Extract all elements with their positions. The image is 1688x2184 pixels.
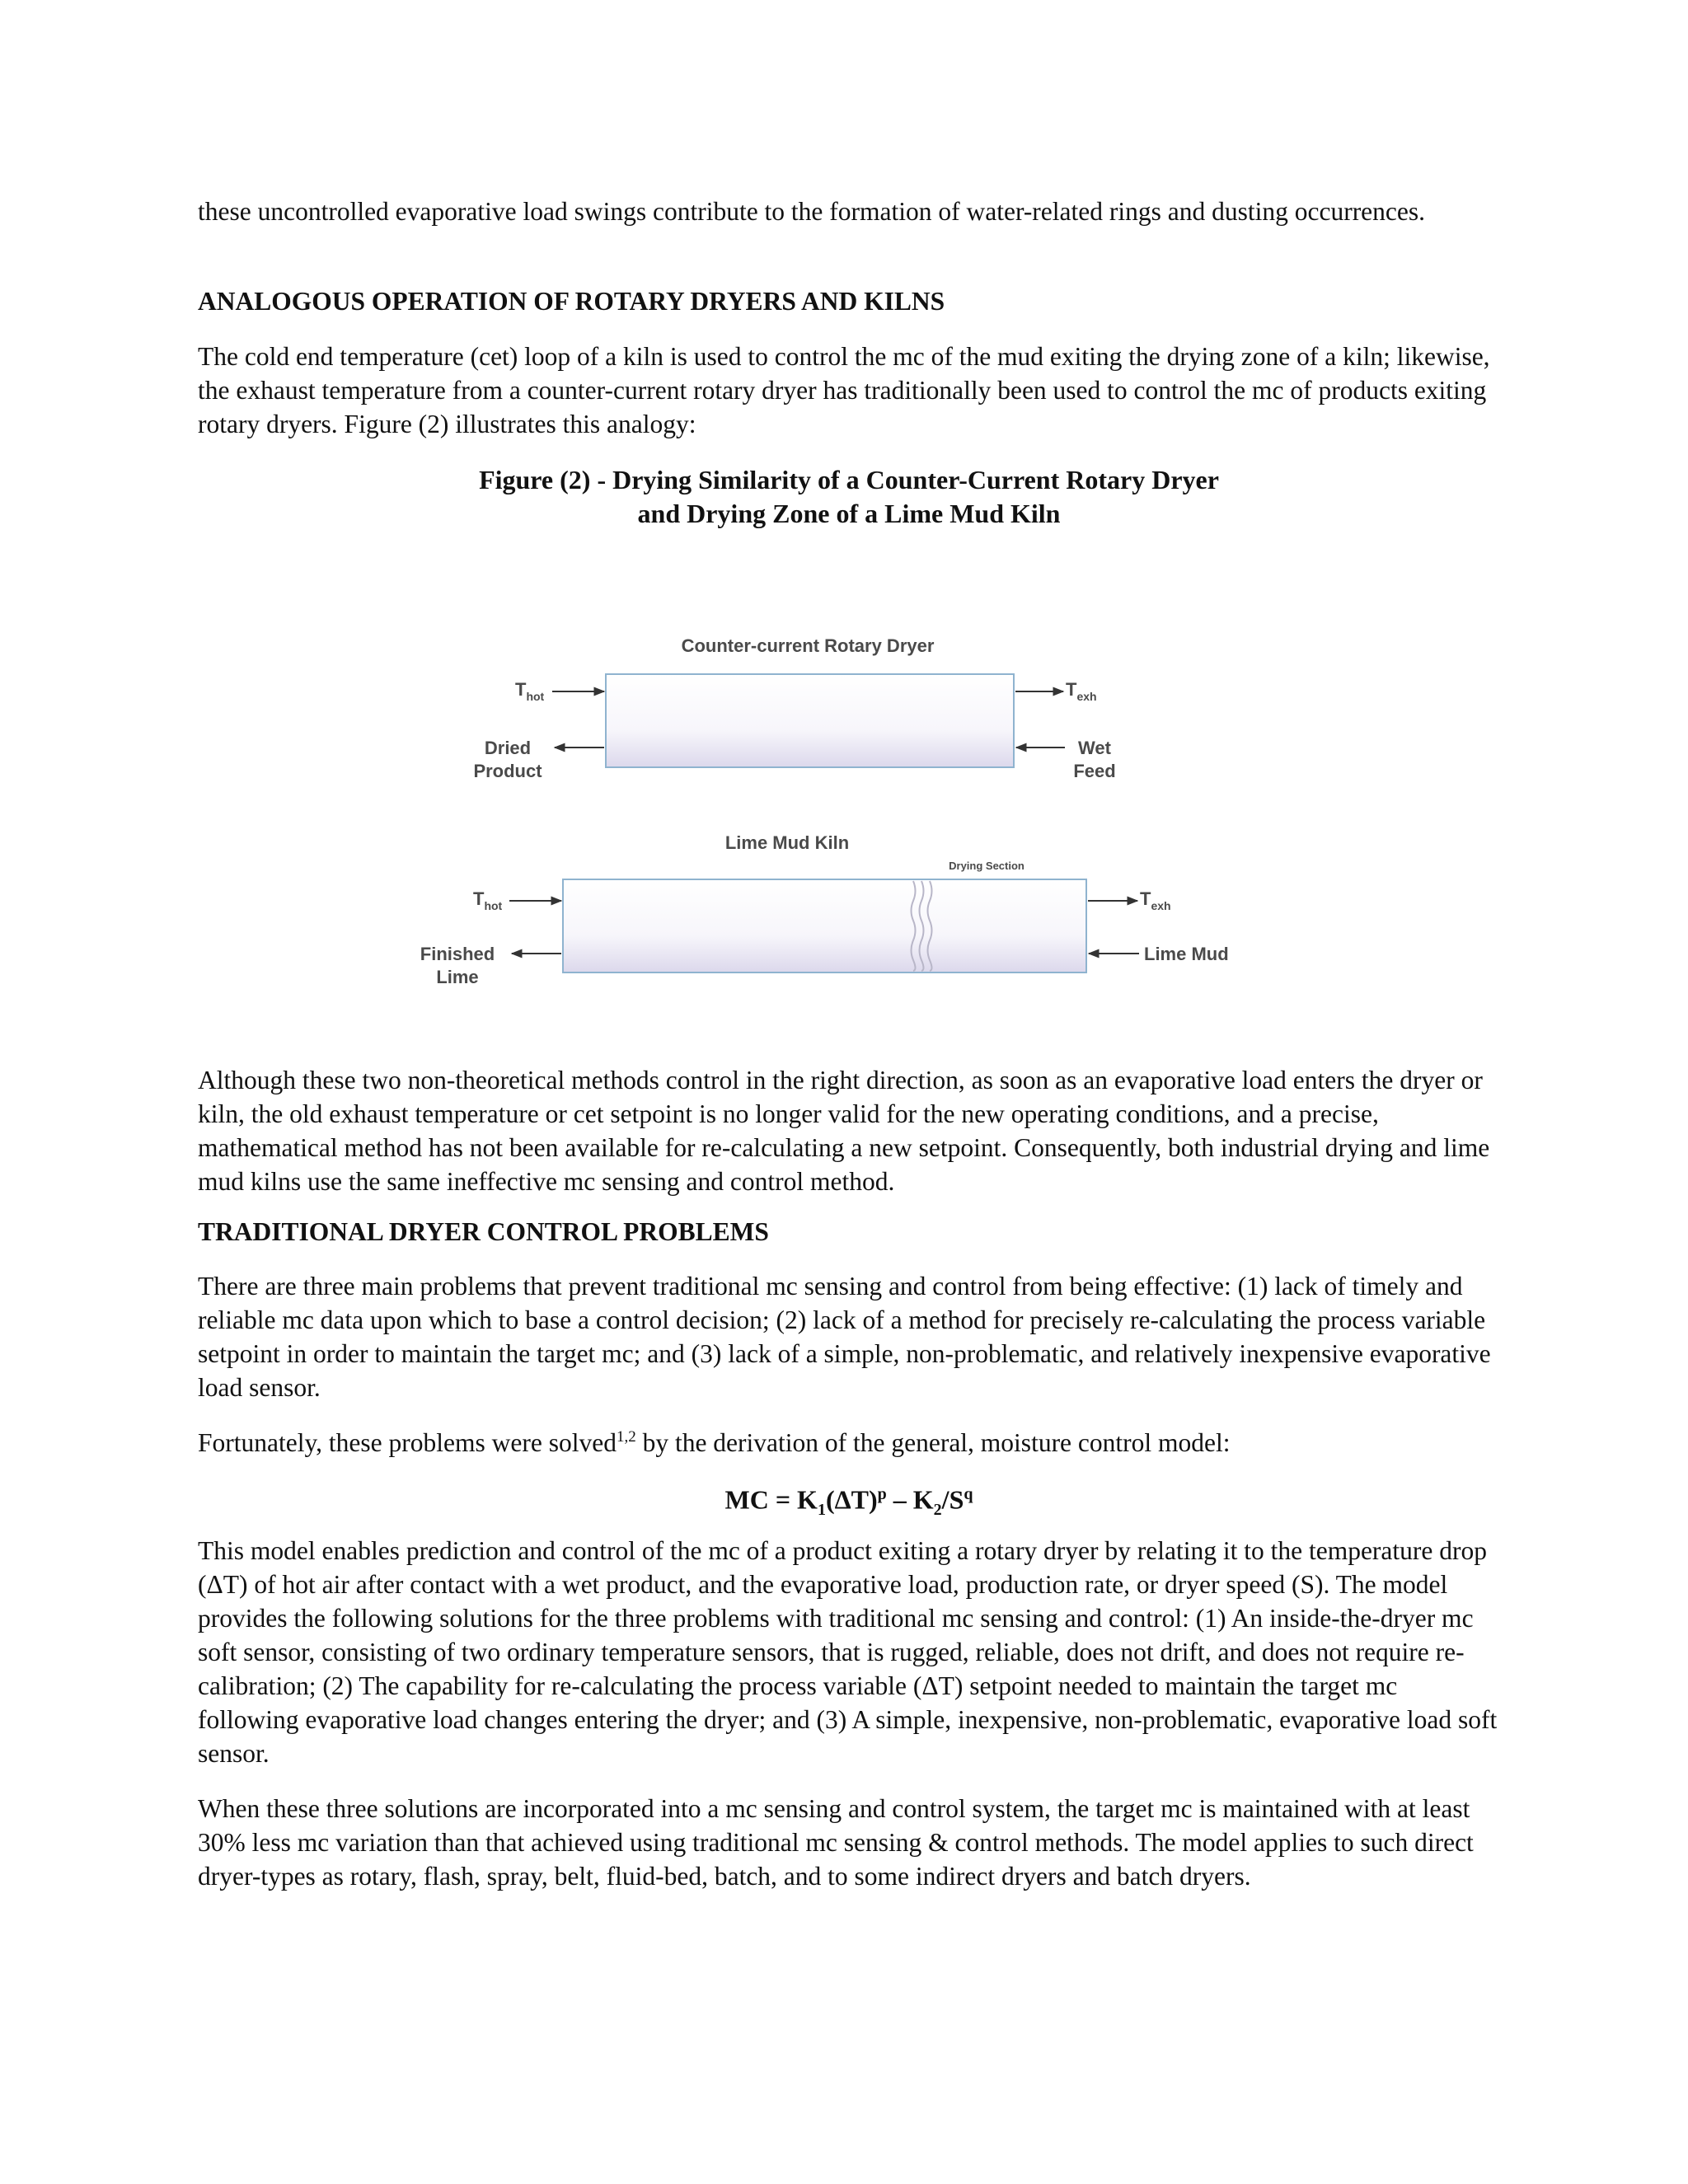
kiln-drum (563, 879, 1086, 972)
dryer-title: Counter-current Rotary Dryer (681, 635, 935, 656)
section-heading-analogous: ANALOGOUS OPERATION OF ROTARY DRYERS AND KILNS (198, 287, 945, 316)
solutions-paragraph: When these three solutions are incorporated into a mc sensing and control system, the target mc is maintained with at least 30% less mc variation than that achieved using traditional mc sensing & control methods. The model applies to such direct dryer-types as rotary, flash, spray, belt, fluid-bed, batch, and to some indirect dryers and batch dryers. (198, 1794, 1474, 1891)
figure-diagram (404, 622, 1302, 1018)
kiln-finished-lime-label-2: Lime (436, 967, 479, 987)
kiln-lime-mud-label: Lime Mud (1144, 944, 1229, 964)
dryer-wet-feed-label-2: Feed (1073, 761, 1116, 781)
section-heading-problems: TRADITIONAL DRYER CONTROL PROBLEMS (198, 1217, 769, 1246)
kiln-t-exh-label: $T_{exh}$ (1140, 888, 1171, 912)
figure-caption-line1: Figure (2) - Drying Similarity of a Counter-Current Rotary Dryer (479, 465, 1219, 494)
intro-paragraph: these uncontrolled evaporative load swings contribute to the formation of water-related rings and dusting occurrences. (198, 197, 1426, 226)
drying-similarity-diagram (404, 622, 1302, 1018)
dryer-wet-feed-label-1: Wet (1078, 738, 1111, 758)
kiln-title: Lime Mud Kiln (724, 832, 850, 853)
dryer-t-hot-label: $T_{hot}$ (515, 679, 545, 703)
dryer-t-exh-label: $T_{exh}$ (1066, 679, 1097, 703)
kiln-finished-lime-label-1: Finished (420, 944, 495, 964)
dryer-dried-product-label-1: Dried (484, 738, 532, 758)
section1-paragraph: The cold end temperature (cet) loop of a kiln is used to control the mc of the mud exiting the drying zone of a kiln; likewise, the exhaust temperature from a counter-current rotary dryer has traditionally been used to control the mc of products exiting rotary dryers. Figure (2) illustrates this analogy: (198, 342, 1490, 438)
dryer-drum (606, 674, 1014, 767)
dryer-dried-product-label-2: Product (473, 761, 542, 781)
after-figure-paragraph: Although these two non-theoretical methods control in the right direction, as soon as an evaporative load enters the dryer or kiln, the old exhaust temperature or cet setpoint is no longer valid for the new operating conditions, and a precise, mathematical method has not been available for re-calculating a new setpoint. Consequently, both industrial drying and lime mud kilns use the same ineffective mc sensing and control method. (198, 1066, 1490, 1196)
figure-caption (198, 463, 1500, 531)
citation-ref: 1,2 (616, 1428, 636, 1446)
fortunately-paragraph: Fortunately, these problems were solved$^{1,2}$ by the derivation of the general, moisture control model: (198, 1428, 1231, 1457)
figure-caption-line2: and Drying Zone of a Lime Mud Kiln (637, 499, 1061, 528)
problems-paragraph: There are three main problems that prevent traditional mc sensing and control from being effective: (1) lack of timely and reliable mc data upon which to base a control decision; (2) lack of a method for precisely re-calculating the process variable setpoint in order to maintain the target mc; and (3) lack of a simple, non-problematic, and relatively inexpensive evaporative load sensor. (198, 1272, 1491, 1402)
model-description-paragraph: This model enables prediction and control of the mc of a product exiting a rotary dryer by relating it to the temperature drop (ΔT) of hot air after contact with a wet product, and the evaporative load, production rate, or dryer speed (S). The model provides the following solutions for the three problems with traditional mc sensing and control: (1) An inside-the-dryer mc soft sensor, consisting of two ordinary temperature sensors, that is rugged, reliable, does not drift, and does not require re-calibration; (2) The capability for re-calculating the process variable (ΔT) setpoint needed to maintain the target mc following evaporative load changes entering the dryer; and (3) A simple, inexpensive, non-problematic, evaporative load soft sensor. (198, 1536, 1498, 1768)
kiln-drying-section-label: Drying Section (949, 860, 1025, 872)
moisture-control-formula: MC = $K_1(\Delta T)^p - K_2/S^q$ (724, 1484, 973, 1520)
kiln-t-hot-label: $T_{hot}$ (473, 888, 503, 912)
